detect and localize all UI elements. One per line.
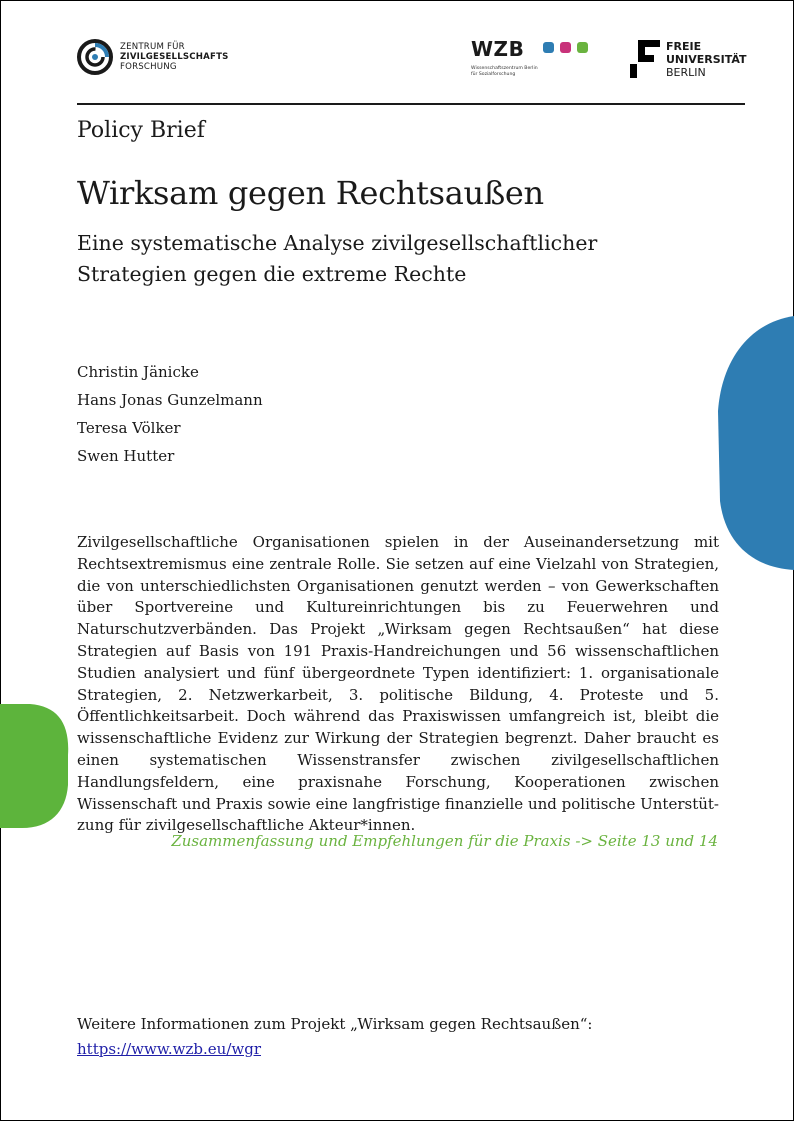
more-info-label: Weitere Informationen zum Projekt „Wirksam gegen Rechtsaußen“: xyxy=(77,1015,593,1033)
zfz-circle-logo-icon xyxy=(76,38,114,76)
abstract-text: Zivilgesellschaftliche Organisationen spielen in der Auseinandersetzung mit Rechtsextremismus eine zentrale Rolle. Sie setzen auf eine Vielzahl von Strategien, die von unterschiedlichsten Organisationen genutzt werden – von Gewerkschaften über Sportvereine und Kultureinrichtungen bis zu Feuerwehren und Naturschutzverbänden. Das Projekt „Wirksam gegen Rechtsaußen“ hat diese Strategien auf Basis von 191 Praxis-Handreichungen und 56 wissenschaftlichen Studien analysiert und fünf übergeordnete Typen identifiziert: 1. organisationale Strategien, 2. Netzwerkarbeit, 3. politische Bildung, 4. Proteste und 5. Öffentlichkeitsarbeit. Doch während das Praxiswissen umfangreich ist, bleibt die wissenschaftliche Evidenz zur Wirkung der Strategien begrenzt. Daher braucht es einen systematischen Wissenstransfer zwischen zivilgesellschaftlichen Handlungsfeldern, eine praxisnahe Forschung, Kooperationen zwischen Wissenschaft und Praxis sowie eine langfristige finanzielle und politische Unterstützung für zivilgesellschaftliche Akteur*innen. xyxy=(77,533,719,835)
wzb-dot-magenta xyxy=(560,42,571,53)
document-type: Policy Brief xyxy=(77,118,205,143)
zfz-logo xyxy=(76,38,229,76)
author-list xyxy=(77,361,263,473)
zfz-logo-line3: FORSCHUNG xyxy=(120,62,177,72)
wzb-logo-sub2: für Sozialforschung xyxy=(471,71,516,77)
author: Hans Jonas Gunzelmann xyxy=(77,391,263,409)
page-title: Wirksam gegen Rechtsaußen xyxy=(77,174,544,212)
fu-berlin-logo xyxy=(630,40,747,79)
wzb-logo-sub1: Wissenschaftszentrum Berlin xyxy=(471,66,538,71)
summary-reference-link[interactable]: Zusammenfassung und Empfehlungen für die Praxis -> Seite 13 und 14 xyxy=(171,832,718,850)
fu-logo-line1: FREIE xyxy=(666,40,702,53)
green-decorative-shape xyxy=(0,700,70,830)
fu-logo-line2: UNIVERSITÄT xyxy=(666,53,747,66)
wzb-logo-word: WZB xyxy=(471,37,525,61)
author: Teresa Völker xyxy=(77,419,181,437)
zfz-logo-line2: ZIVILGESELLSCHAFTS xyxy=(120,52,229,62)
wzb-dot-blue xyxy=(543,42,554,53)
wzb-color-dots xyxy=(543,42,588,53)
author: Swen Hutter xyxy=(77,447,175,465)
project-url-link[interactable]: https://www.wzb.eu/wgr xyxy=(77,1040,261,1058)
blue-decorative-shape xyxy=(718,316,794,570)
wzb-dot-green xyxy=(577,42,588,53)
fu-logo-line3: BERLIN xyxy=(666,66,706,79)
fu-mark-icon xyxy=(630,40,660,78)
author: Christin Jänicke xyxy=(77,363,199,381)
header-divider xyxy=(77,103,745,105)
page-subtitle: Eine systematische Analyse zivilgesellschaftlicher Strategien gegen die extreme Rechte xyxy=(77,231,598,286)
zfz-logo-line1: ZENTRUM FÜR xyxy=(120,42,185,52)
